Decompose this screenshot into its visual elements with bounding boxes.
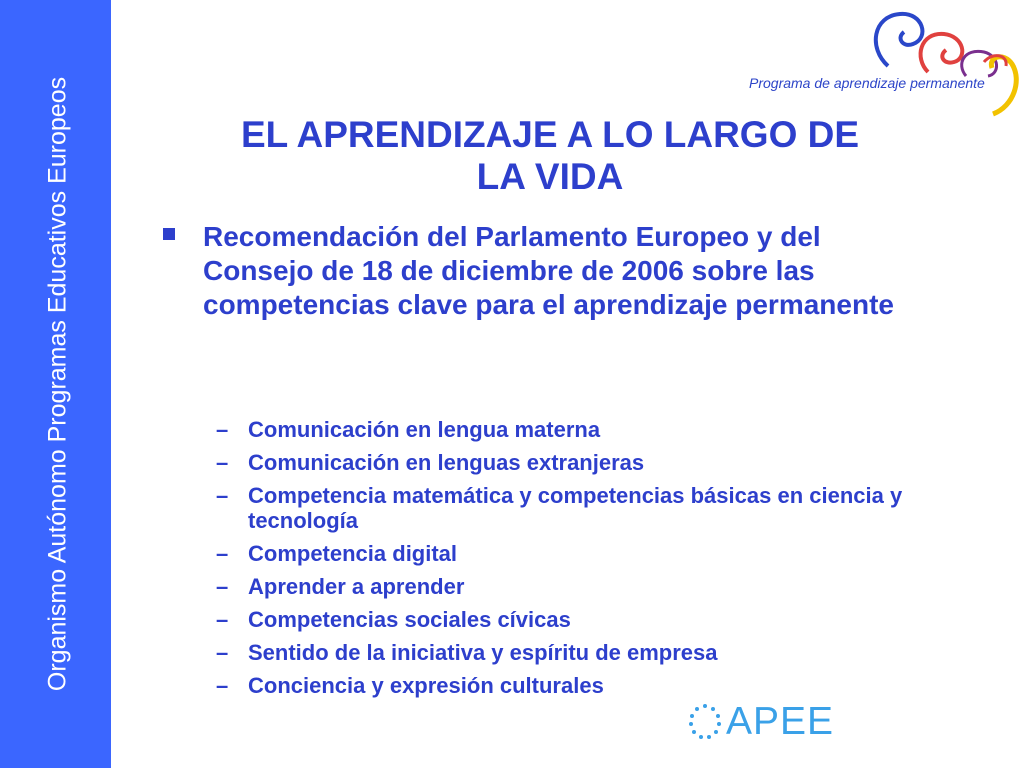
lifelong-learning-programme-logo [738,8,1022,126]
dash-bullet: – [216,541,229,566]
main-bullet [163,220,903,322]
title-line-2: LA VIDA [476,156,624,197]
list-item [216,417,916,442]
list-item [216,450,916,475]
main-bullet-text: Recomendación del Parlamento Europeo y del Consejo de 18 de diciembre de 2006 sobre las competencias clave para el aprendizaje permanente [203,221,894,320]
sidebar-organisation-name: Organismo Autónomo Programas Educativos Europeos [43,76,72,692]
dash-bullet: – [216,673,229,698]
square-bullet-icon [163,228,175,240]
list-item [216,483,916,533]
dash-bullet: – [216,607,229,632]
list-item-text: Conciencia y expresión culturales [248,673,604,698]
list-item-text: Competencia matemática y competencias básicas en ciencia y tecnología [248,483,903,533]
list-item [216,541,916,566]
swirl-red [921,34,963,72]
logo-caption: Programa de aprendizaje permanente [749,75,985,91]
dash-bullet: – [216,450,229,475]
dash-bullet: – [216,483,229,508]
list-item-text: Competencia digital [248,541,458,566]
list-item-text: Aprender a aprender [248,574,465,599]
dash-bullet: – [216,574,229,599]
list-item-text: Comunicación en lenguas extranjeras [248,450,645,475]
apee-logo-text: APEE [726,700,835,743]
list-item [216,574,916,599]
title-line-1: EL APRENDIZAJE A LO LARGO DE [240,114,860,155]
dash-bullet: – [216,417,229,442]
sidebar-band [0,0,111,768]
swirl-blue [876,14,923,66]
dash-bullet: – [216,640,229,665]
list-item-text: Sentido de la iniciativa y espíritu de empresa [248,640,718,665]
list-item [216,640,916,665]
slide-title [165,114,935,198]
competencies-list [216,417,916,706]
list-item [216,607,916,632]
list-item-text: Comunicación en lengua materna [248,417,601,442]
list-item-text: Competencias sociales cívicas [248,607,571,632]
list-item [216,673,916,698]
